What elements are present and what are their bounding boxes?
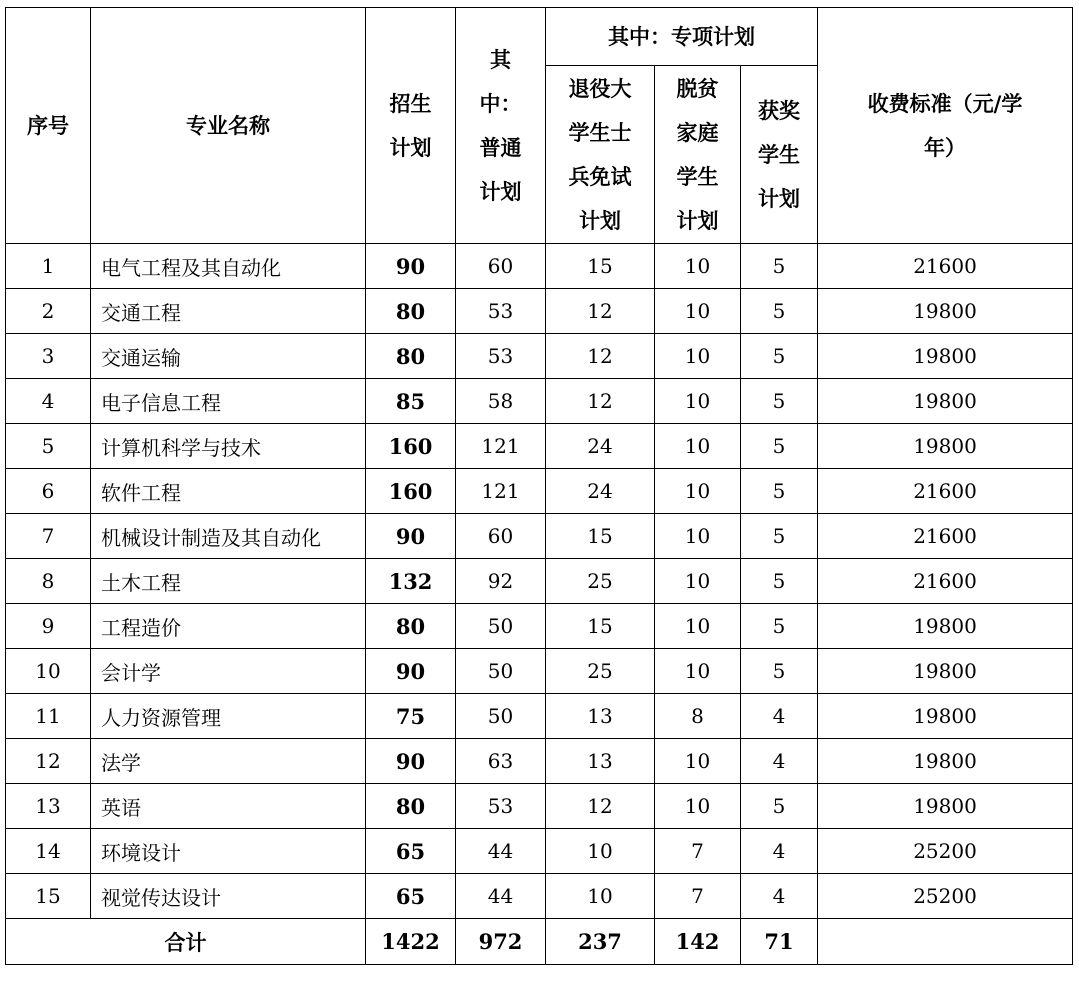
cell-poverty: 10 — [655, 514, 741, 559]
cell-major: 软件工程 — [91, 469, 366, 514]
cell-award: 5 — [741, 469, 818, 514]
cell-plan: 80 — [366, 604, 456, 649]
cell-award: 5 — [741, 649, 818, 694]
cell-seq: 10 — [6, 649, 91, 694]
cell-plan: 160 — [366, 469, 456, 514]
cell-major: 机械设计制造及其自动化 — [91, 514, 366, 559]
cell-fee: 19800 — [818, 694, 1073, 739]
cell-seq: 5 — [6, 424, 91, 469]
cell-fee: 19800 — [818, 739, 1073, 784]
cell-poverty: 10 — [655, 469, 741, 514]
cell-plan: 80 — [366, 784, 456, 829]
cell-poverty: 10 — [655, 784, 741, 829]
cell-veteran: 15 — [546, 244, 655, 289]
total-label: 合计 — [6, 919, 366, 965]
cell-plan: 75 — [366, 694, 456, 739]
header-veteran-line: 退役大 — [568, 75, 632, 101]
table-row — [6, 514, 1073, 559]
cell-plan: 90 — [366, 649, 456, 694]
cell-fee: 19800 — [818, 604, 1073, 649]
cell-plan: 90 — [366, 514, 456, 559]
table-row — [6, 694, 1073, 739]
cell-seq: 8 — [6, 559, 91, 604]
cell-fee: 19800 — [818, 784, 1073, 829]
cell-award: 4 — [741, 694, 818, 739]
cell-veteran: 24 — [546, 469, 655, 514]
cell-general: 60 — [456, 514, 546, 559]
header-veteran-line: 兵免试 — [568, 163, 632, 189]
header-fee-line: 年） — [924, 134, 966, 160]
cell-seq: 6 — [6, 469, 91, 514]
header-seq: 序号 — [6, 8, 91, 244]
header-general-line: 普通 — [479, 134, 522, 160]
cell-plan: 132 — [366, 559, 456, 604]
header-general-line: 中： — [479, 90, 522, 116]
total-veteran: 237 — [546, 919, 655, 965]
cell-plan: 90 — [366, 244, 456, 289]
cell-major: 人力资源管理 — [91, 694, 366, 739]
cell-seq: 12 — [6, 739, 91, 784]
cell-poverty: 8 — [655, 694, 741, 739]
table-row — [6, 469, 1073, 514]
cell-major: 会计学 — [91, 649, 366, 694]
cell-seq: 2 — [6, 289, 91, 334]
cell-general: 53 — [456, 334, 546, 379]
table-row — [6, 244, 1073, 289]
cell-award: 5 — [741, 514, 818, 559]
table-row — [6, 334, 1073, 379]
cell-award: 4 — [741, 739, 818, 784]
cell-seq: 11 — [6, 694, 91, 739]
cell-fee: 19800 — [818, 289, 1073, 334]
cell-fee: 21600 — [818, 514, 1073, 559]
cell-major: 法学 — [91, 739, 366, 784]
cell-poverty: 10 — [655, 244, 741, 289]
total-general: 972 — [456, 919, 546, 965]
cell-major: 英语 — [91, 784, 366, 829]
header-award-line: 获奖 — [758, 97, 800, 123]
header-veteran — [546, 66, 655, 244]
cell-seq: 4 — [6, 379, 91, 424]
header-award — [741, 66, 818, 244]
cell-poverty: 10 — [655, 649, 741, 694]
cell-veteran: 25 — [546, 559, 655, 604]
cell-general: 92 — [456, 559, 546, 604]
cell-poverty: 10 — [655, 289, 741, 334]
table-row — [6, 424, 1073, 469]
cell-seq: 3 — [6, 334, 91, 379]
cell-poverty: 7 — [655, 874, 741, 919]
cell-veteran: 12 — [546, 379, 655, 424]
cell-fee: 25200 — [818, 829, 1073, 874]
header-poverty-line: 脱贫 — [676, 75, 719, 101]
cell-plan: 80 — [366, 289, 456, 334]
cell-major: 土木工程 — [91, 559, 366, 604]
cell-veteran: 13 — [546, 739, 655, 784]
header-poverty-line: 家庭 — [676, 119, 719, 145]
cell-general: 58 — [456, 379, 546, 424]
header-plan — [366, 8, 456, 244]
cell-veteran: 24 — [546, 424, 655, 469]
total-row — [6, 919, 1073, 965]
cell-veteran: 12 — [546, 289, 655, 334]
header-general-line: 其 — [490, 46, 511, 72]
total-poverty: 142 — [655, 919, 741, 965]
cell-fee: 19800 — [818, 649, 1073, 694]
cell-fee: 21600 — [818, 559, 1073, 604]
cell-major: 计算机科学与技术 — [91, 424, 366, 469]
header-general — [456, 8, 546, 244]
cell-general: 50 — [456, 694, 546, 739]
cell-veteran: 15 — [546, 514, 655, 559]
cell-award: 5 — [741, 289, 818, 334]
header-fee-line: 收费标准（元/学 — [867, 90, 1023, 116]
cell-general: 60 — [456, 244, 546, 289]
header-veteran-line: 计划 — [579, 207, 621, 233]
table-body — [6, 244, 1073, 919]
cell-veteran: 12 — [546, 334, 655, 379]
header-poverty-line: 学生 — [676, 163, 719, 189]
cell-award: 5 — [741, 244, 818, 289]
enrollment-plan-table — [5, 7, 1073, 965]
table-row — [6, 784, 1073, 829]
cell-general: 63 — [456, 739, 546, 784]
cell-general: 50 — [456, 604, 546, 649]
cell-general: 121 — [456, 424, 546, 469]
cell-general: 53 — [456, 784, 546, 829]
cell-seq: 13 — [6, 784, 91, 829]
cell-general: 50 — [456, 649, 546, 694]
cell-plan: 90 — [366, 739, 456, 784]
cell-poverty: 7 — [655, 829, 741, 874]
cell-general: 44 — [456, 874, 546, 919]
table-row — [6, 739, 1073, 784]
cell-poverty: 10 — [655, 604, 741, 649]
cell-award: 4 — [741, 874, 818, 919]
cell-major: 工程造价 — [91, 604, 366, 649]
total-award: 71 — [741, 919, 818, 965]
header-major: 专业名称 — [91, 8, 366, 244]
cell-seq: 9 — [6, 604, 91, 649]
cell-award: 5 — [741, 379, 818, 424]
cell-plan: 160 — [366, 424, 456, 469]
cell-seq: 14 — [6, 829, 91, 874]
cell-award: 5 — [741, 604, 818, 649]
cell-poverty: 10 — [655, 334, 741, 379]
cell-poverty: 10 — [655, 559, 741, 604]
header-plan-line: 招生 — [389, 90, 432, 116]
header-plan-line: 计划 — [389, 134, 432, 160]
cell-plan: 85 — [366, 379, 456, 424]
cell-fee: 19800 — [818, 379, 1073, 424]
cell-poverty: 10 — [655, 379, 741, 424]
cell-fee: 25200 — [818, 874, 1073, 919]
cell-plan: 80 — [366, 334, 456, 379]
cell-award: 4 — [741, 829, 818, 874]
cell-fee: 19800 — [818, 424, 1073, 469]
cell-veteran: 13 — [546, 694, 655, 739]
cell-veteran: 15 — [546, 604, 655, 649]
cell-poverty: 10 — [655, 739, 741, 784]
table-row — [6, 829, 1073, 874]
table-row — [6, 649, 1073, 694]
cell-award: 5 — [741, 559, 818, 604]
header-award-line: 计划 — [758, 185, 800, 211]
cell-major: 电气工程及其自动化 — [91, 244, 366, 289]
cell-major: 视觉传达设计 — [91, 874, 366, 919]
total-fee — [818, 919, 1073, 965]
cell-fee: 21600 — [818, 244, 1073, 289]
cell-major: 电子信息工程 — [91, 379, 366, 424]
header-general-line: 计划 — [479, 178, 522, 204]
cell-general: 53 — [456, 289, 546, 334]
table-row — [6, 289, 1073, 334]
table-row — [6, 874, 1073, 919]
table-row — [6, 379, 1073, 424]
header-special-group: 其中：专项计划 — [546, 8, 818, 66]
cell-general: 121 — [456, 469, 546, 514]
table-row — [6, 559, 1073, 604]
cell-award: 5 — [741, 334, 818, 379]
cell-veteran: 10 — [546, 829, 655, 874]
cell-seq: 15 — [6, 874, 91, 919]
table-row — [6, 604, 1073, 649]
header-poverty — [655, 66, 741, 244]
cell-major: 交通运输 — [91, 334, 366, 379]
cell-fee: 21600 — [818, 469, 1073, 514]
cell-plan: 65 — [366, 829, 456, 874]
cell-award: 5 — [741, 784, 818, 829]
header-fee — [818, 8, 1073, 244]
total-plan: 1422 — [366, 919, 456, 965]
cell-plan: 65 — [366, 874, 456, 919]
header-veteran-line: 学生士 — [568, 119, 632, 145]
cell-major: 环境设计 — [91, 829, 366, 874]
cell-general: 44 — [456, 829, 546, 874]
cell-major: 交通工程 — [91, 289, 366, 334]
header-poverty-line: 计划 — [676, 207, 719, 233]
header-award-line: 学生 — [758, 141, 800, 167]
cell-veteran: 10 — [546, 874, 655, 919]
cell-fee: 19800 — [818, 334, 1073, 379]
cell-veteran: 25 — [546, 649, 655, 694]
cell-award: 5 — [741, 424, 818, 469]
cell-veteran: 12 — [546, 784, 655, 829]
cell-poverty: 10 — [655, 424, 741, 469]
cell-seq: 1 — [6, 244, 91, 289]
cell-seq: 7 — [6, 514, 91, 559]
